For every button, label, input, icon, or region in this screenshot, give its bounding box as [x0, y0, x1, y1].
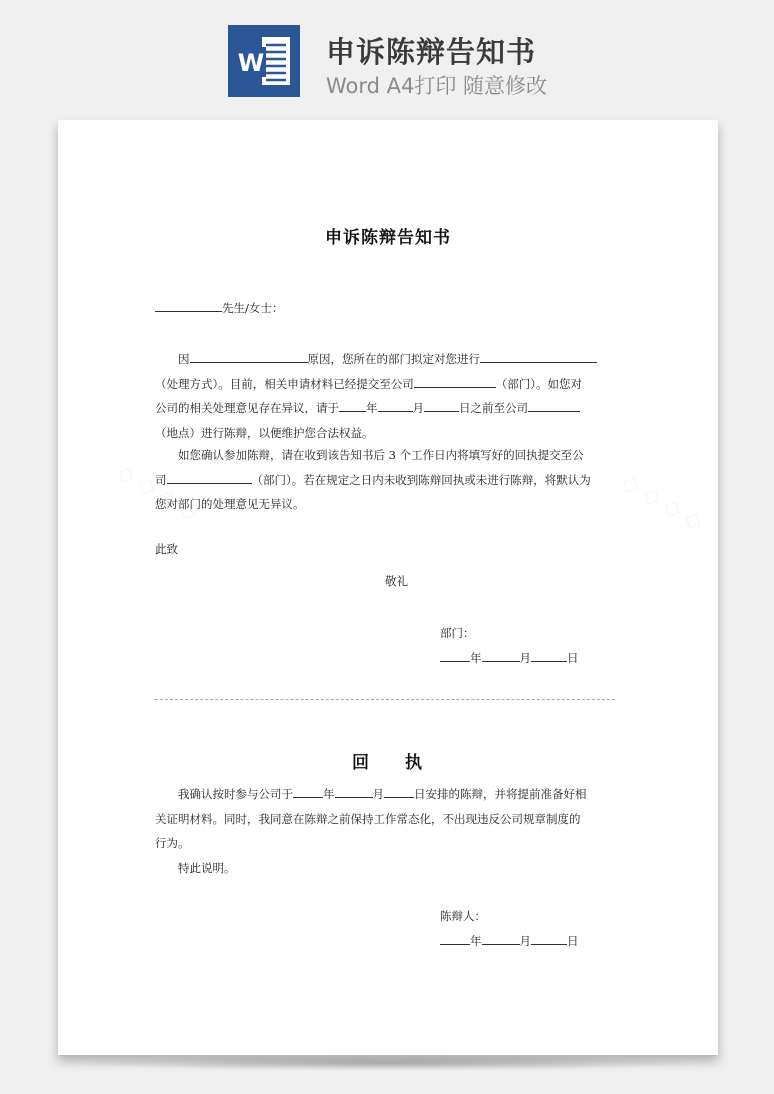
document-page: [58, 120, 718, 1055]
closing-text: 此致: [155, 542, 178, 556]
reason-blank[interactable]: [190, 349, 308, 363]
location-blank[interactable]: [528, 398, 580, 412]
day-blank[interactable]: [424, 398, 459, 412]
date-year-blank[interactable]: [440, 648, 470, 662]
year-blank[interactable]: [339, 398, 366, 412]
receipt-date-line: 年 月 日: [440, 929, 579, 954]
name-blank[interactable]: [155, 298, 222, 312]
paragraph-1: 因 原因，您所在的部门拟定对您进行 （处理方式）。目前，相关申请材料已经提交至公司 （部门）。如您对 公司的相关处理意见存在异议，请于 年 月 日之前至公司 （地点）进行陈辩，以便维护您合法权益。: [155, 347, 617, 445]
signer-year-blank[interactable]: [440, 931, 470, 945]
receipt-paragraph: 我确认按时参与公司于 年 月 日安排的陈辩，并将提前准备好相 关证明材料。同时，我同意在陈辩之前保持工作常态化，不出现违反公司规章制度的 行为。 特此说明。: [155, 782, 617, 880]
paper-shadow: [66, 1055, 710, 1071]
receipt-month-blank[interactable]: [335, 784, 373, 798]
document-title: 申诉陈辩告知书: [325, 228, 451, 248]
date-month-blank[interactable]: [482, 648, 520, 662]
signer-label: 陈辩人：: [440, 909, 486, 923]
handling-blank[interactable]: [480, 349, 597, 363]
word-document-icon: [228, 25, 300, 97]
signer-day-blank[interactable]: [531, 931, 567, 945]
receipt-department-blank[interactable]: [167, 470, 252, 484]
regards-text: 敬礼: [385, 574, 408, 588]
svg-text:W: W: [237, 49, 265, 77]
page-header: [0, 0, 774, 110]
cut-line-divider: [155, 699, 615, 700]
receipt-title: 回 执: [352, 753, 424, 773]
signer-month-blank[interactable]: [482, 931, 520, 945]
receipt-year-blank[interactable]: [293, 784, 323, 798]
month-blank[interactable]: [378, 398, 413, 412]
department-signature-label: 部门：: [440, 626, 475, 640]
receipt-day-blank[interactable]: [384, 784, 414, 798]
notice-date-line: 年 月 日: [440, 646, 579, 671]
paragraph-2: 如您确认参加陈辩，请在收到该告知书后 3 个工作日内将填写好的回执提交至公 司 （部门）。若在规定之日内未收到陈辩回执或未进行陈辩，将默认为 您对部门的处理意见无异议。: [155, 448, 591, 511]
header-subtitle: Word A4打印 随意修改: [326, 74, 548, 98]
header-title: 申诉陈辩告知书: [326, 35, 537, 69]
salutation-line: 先生/女士：: [155, 296, 283, 321]
date-day-blank[interactable]: [531, 648, 567, 662]
watermark: [618, 470, 707, 536]
department-blank[interactable]: [414, 374, 496, 388]
